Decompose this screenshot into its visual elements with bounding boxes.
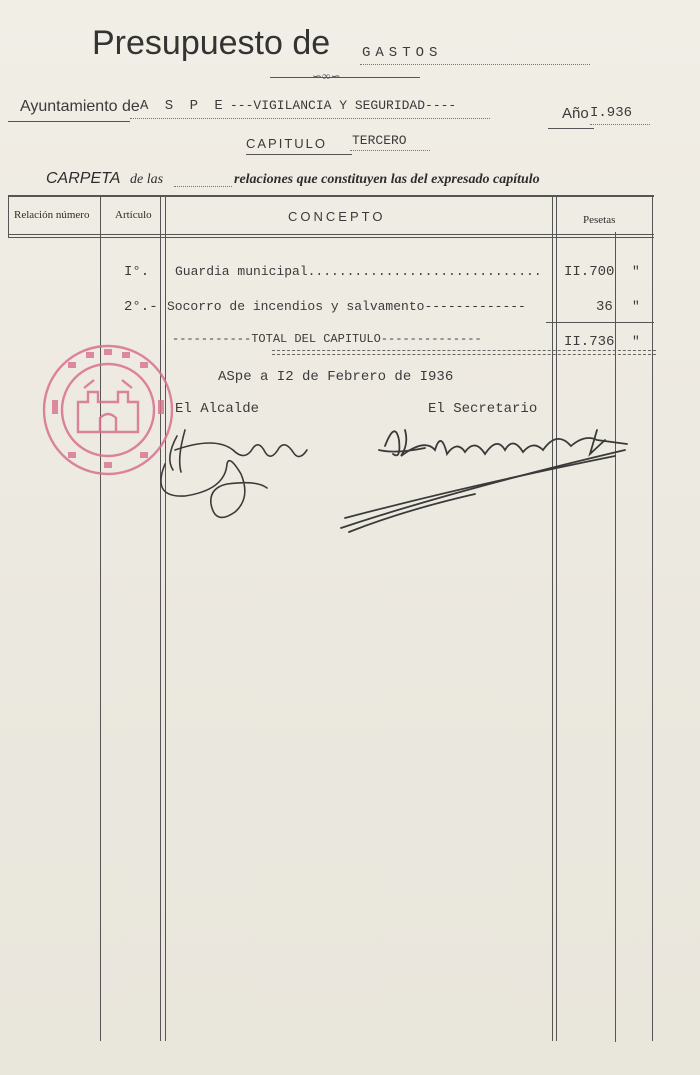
- secretario-signature: [335, 410, 635, 540]
- row-2-mark: ": [632, 299, 640, 314]
- ayuntamiento-dotted-line: [130, 118, 490, 119]
- col-divider-2b: [165, 196, 166, 1041]
- table-header-divider-2: [8, 237, 654, 238]
- alcalde-label: El Alcalde: [175, 401, 260, 417]
- page-title: Presupuesto de: [92, 24, 331, 62]
- total-value: II.736: [564, 334, 615, 350]
- column-header-concepto: CONCEPTO: [288, 209, 386, 224]
- column-header-articulo: Artículo: [115, 209, 152, 221]
- carpeta-de-las: de las: [130, 172, 164, 187]
- row-1-articulo: I°.: [124, 264, 150, 280]
- year-label: Año: [562, 105, 589, 122]
- total-double-rule-1: [272, 350, 656, 351]
- place-date: ASpe a I2 de Febrero de I936: [218, 369, 454, 385]
- col-divider-1: [100, 196, 101, 1041]
- capitulo-underline: [246, 154, 352, 155]
- alcalde-signature: [155, 418, 315, 528]
- secretario-label: El Secretario: [428, 401, 538, 417]
- ornament: ∽∞∽: [312, 69, 341, 83]
- row-2-articulo: 2°.-: [124, 299, 158, 315]
- row-1-concepto: Guardia municipal..............................: [175, 264, 542, 279]
- col-divider-2: [160, 196, 161, 1041]
- year-dotted-line: [590, 124, 650, 125]
- row-1-pesetas: II.700: [564, 264, 615, 280]
- carpeta-rest: relaciones que constituyen las del expresado capítulo: [234, 172, 540, 187]
- total-double-rule-2: [272, 354, 656, 355]
- table-header-divider: [8, 234, 654, 235]
- ayuntamiento-label: Ayuntamiento de: [20, 98, 140, 115]
- capitulo-dotted-line: [350, 150, 430, 151]
- row-2-pesetas: 36: [596, 299, 613, 315]
- carpeta-dotted-line: [174, 186, 232, 187]
- table-top-border: [8, 195, 654, 197]
- carpeta-label: CARPETA: [46, 170, 121, 187]
- column-header-relacion: Relación número: [14, 209, 90, 221]
- column-header-pesetas: Pesetas: [583, 214, 616, 226]
- capitulo-value: TERCERO: [352, 133, 407, 148]
- ayuntamiento-underline: [8, 121, 130, 122]
- total-mark: ": [632, 334, 640, 349]
- table-left-border: [8, 196, 9, 238]
- ayuntamiento-value: A S P E: [140, 98, 227, 114]
- subtotal-rule: [546, 322, 654, 323]
- capitulo-label: CAPITULO: [246, 136, 328, 151]
- total-label: -----------TOTAL DEL CAPITULO--------------: [172, 332, 482, 346]
- title-suffix: GASTOS: [362, 45, 443, 61]
- row-1-mark: ": [632, 264, 640, 279]
- title-underline: [270, 77, 420, 78]
- section-name: ---VIGILANCIA Y SEGURIDAD----: [230, 98, 457, 113]
- title-dotted-line: [360, 64, 590, 65]
- year-underline: [548, 128, 594, 129]
- year-value: I.936: [590, 105, 633, 121]
- row-2-concepto: Socorro de incendios y salvamento-------------: [167, 299, 526, 314]
